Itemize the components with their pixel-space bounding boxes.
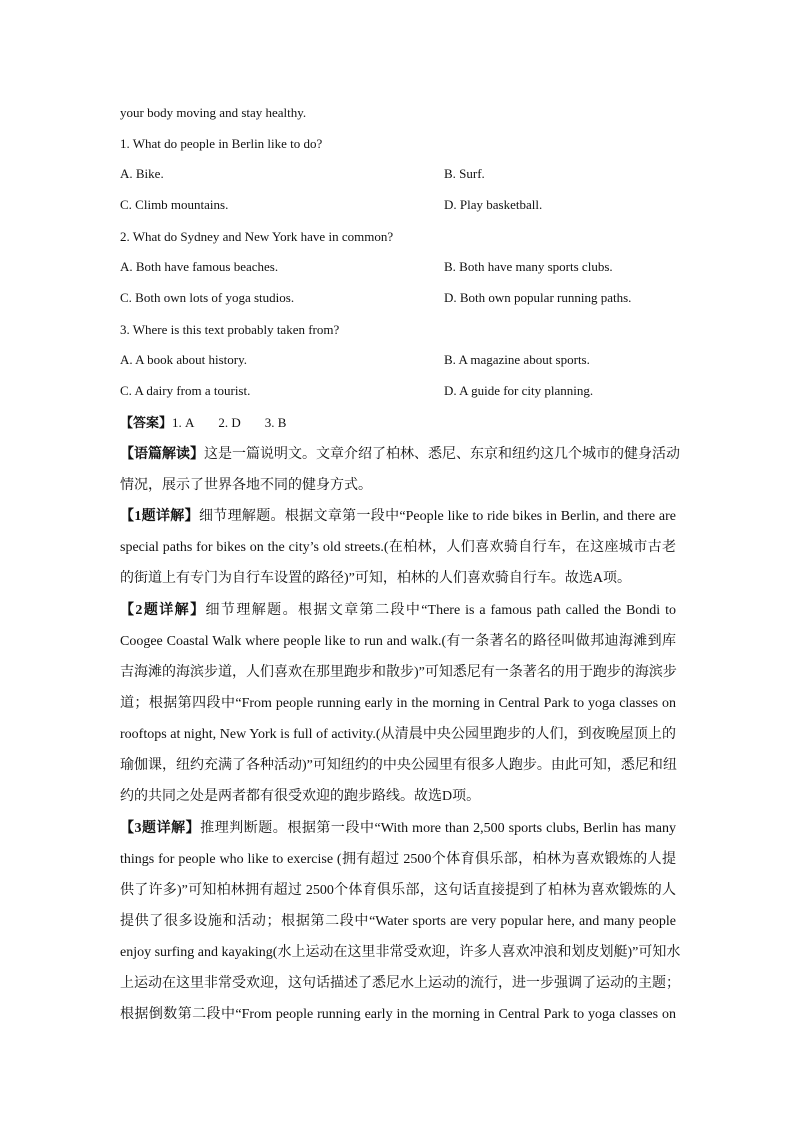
detail-1-label: 【1题详解】: [120, 509, 199, 524]
question-2-option-b: B. Both have many sports clubs.: [444, 259, 613, 274]
detail-3-line-6: 上运动在这里非常受欢迎，这句话描述了悉尼水上运动的流行，进一步强调了运动的主题；: [120, 976, 680, 991]
intro-tail: your body moving and stay healthy.: [120, 105, 307, 120]
question-2-option-a: A. Both have famous beaches.: [120, 259, 279, 274]
answer-item: 2. D: [218, 415, 241, 430]
question-1-stem: 1. What do people in Berlin like to do?: [120, 136, 323, 151]
detail-3-line-3: 供了许多)”可知柏林拥有超过 2500个体育俱乐部，这句话直接提到了柏林为喜欢锻炼的人: [120, 883, 676, 898]
detail-2-line-1: 【2题详解】细节理解题。根据文章第二段中“There is a famous path called the Bondi to: [120, 603, 676, 618]
question-3-option-c: C. A dairy from a tourist.: [120, 383, 251, 398]
answer-item: 1. A: [172, 415, 195, 430]
detail-3-line-2: things for people who like to exercise (拥有超过 2500个体育俱乐部，柏林为喜欢锻炼的人提: [120, 852, 676, 867]
detail-1-line-2: special paths for bikes on the city’s old streets.(在柏林，人们喜欢骑自行车，在这座城市古老: [120, 540, 676, 555]
detail-2-line-2: Coogee Coastal Walk where people like to run and walk.(有一条著名的路径叫做邦迪海滩到库: [120, 634, 676, 649]
question-1-option-d: D. Play basketball.: [444, 197, 543, 212]
detail-1-line-3: 的街道上有专门为自行车设置的路径)”可知，柏林的人们喜欢骑自行车。故选A项。: [120, 571, 631, 586]
detail-3-line-4: 提供了很多设施和活动；根据第二段中“Water sports are very popular here, and many people: [120, 914, 676, 929]
question-2-option-d: D. Both own popular running paths.: [444, 290, 632, 305]
analysis-line-1: 【语篇解读】这是一篇说明文。文章介绍了柏林、悉尼、东京和纽约这几个城市的健身活动: [120, 447, 680, 462]
detail-2-paragraph: [120, 602, 676, 819]
question-3-option-b: B. A magazine about sports.: [444, 352, 590, 367]
detail-2-line-4: 道；根据第四段中“From people running early in the morning in Central Park to yoga classes on: [120, 696, 676, 711]
detail-3-line-1: 【3题详解】推理判断题。根据第一段中“With more than 2,500 sports clubs, Berlin has many: [120, 821, 676, 836]
analysis-paragraph: [120, 446, 680, 508]
question-2-option-c: C. Both own lots of yoga studios.: [120, 290, 295, 305]
detail-3-line-5: enjoy surfing and kayaking(水上运动在这里非常受欢迎，许多人喜欢冲浪和划皮划艇)”可知水: [120, 945, 681, 960]
question-3-option-a: A. A book about history.: [120, 352, 247, 367]
answer-label: 【答案】: [120, 415, 173, 430]
answer-item: 3. B: [264, 415, 287, 430]
question-1-option-a: A. Bike.: [120, 166, 164, 181]
answer-line: [120, 414, 286, 432]
detail-2-line-5: rooftops at night, New York is full of activity.(从清晨中央公园里跑步的人们，到夜晚屋顶上的: [120, 727, 676, 742]
question-3-stem: 3. Where is this text probably taken from?: [120, 322, 340, 337]
question-1-option-c: C. Climb mountains.: [120, 197, 229, 212]
detail-2-line-6: 瑜伽课，纽约充满了各种活动)”可知纽约的中央公园里有很多人跑步。由此可知，悉尼和纽: [120, 758, 677, 773]
analysis-label: 【语篇解读】: [120, 447, 204, 462]
detail-1-paragraph: [120, 508, 676, 601]
detail-2-label: 【2题详解】: [120, 603, 206, 618]
question-1-option-b: B. Surf.: [444, 166, 485, 181]
detail-3-line-7: 根据倒数第二段中“From people running early in the morning in Central Park to yoga classes on: [120, 1007, 676, 1022]
detail-1-line-1: 【1题详解】细节理解题。根据文章第一段中“People like to ride bikes in Berlin, and there are: [120, 509, 677, 524]
detail-2-line-3: 吉海滩的海滨步道，人们喜欢在那里跑步和散步)”可知悉尼有一条著名的用于跑步的海滨步: [120, 665, 677, 680]
detail-3-paragraph: [120, 820, 681, 1037]
question-3-option-d: D. A guide for city planning.: [444, 383, 594, 398]
question-2-stem: 2. What do Sydney and New York have in common?: [120, 229, 394, 244]
detail-2-line-7: 约的共同之处是两者都有很受欢迎的跑步路线。故选D项。: [120, 789, 481, 804]
detail-3-label: 【3题详解】: [120, 821, 201, 836]
analysis-line-2: 情况，展示了世界各地不同的健身方式。: [120, 478, 372, 493]
